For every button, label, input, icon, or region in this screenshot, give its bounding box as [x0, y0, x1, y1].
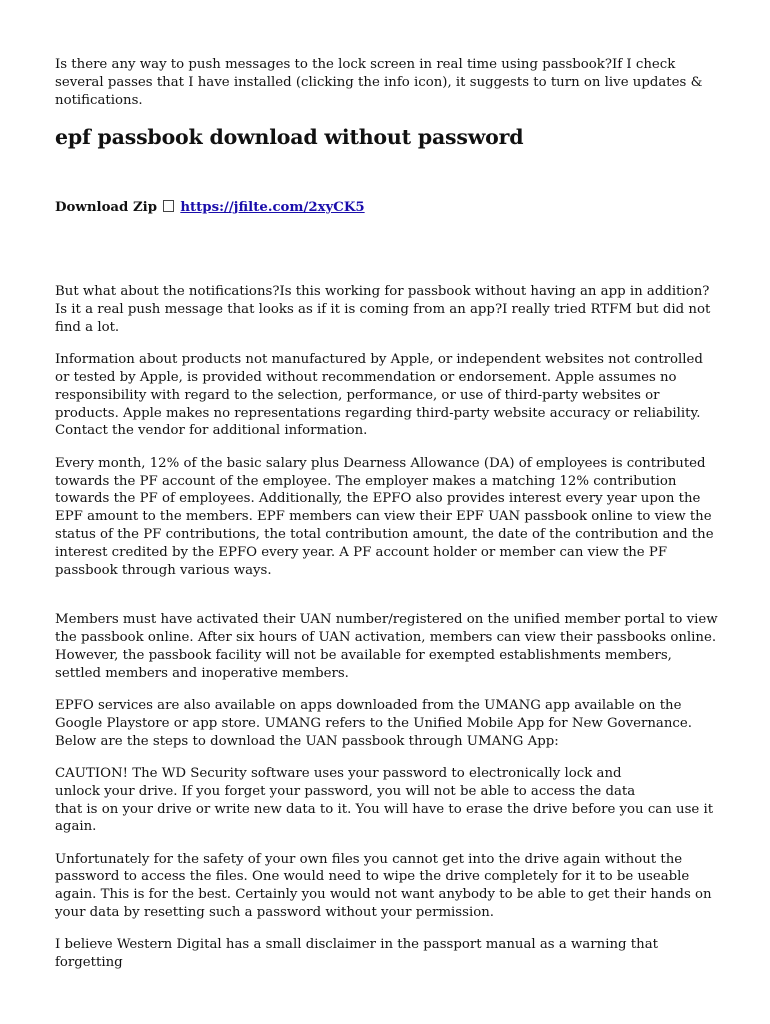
- download-line: [55, 199, 720, 217]
- caution-line: that is on your drive or write new data to it. You will have to erase the drive before you can use it: [55, 801, 714, 817]
- missing-glyph-icon: [163, 200, 174, 212]
- body-paragraph: EPFO services are also available on apps downloaded from the UMANG app available on the Google Playstore or app store. UMANG refers to the Unified Mobile App for New Governance. Below are the steps to download the UAN passbook through UMANG App:: [55, 698, 692, 749]
- page-title: epf passbook download without password: [55, 125, 524, 150]
- caution-line: CAUTION! The WD Security software uses your password to electronically lock and: [55, 765, 622, 781]
- download-label: Download Zip: [55, 200, 158, 216]
- body-paragraph: Unfortunately for the safety of your own files you cannot get into the drive again without the password to access the files. One would need to wipe the drive completely for it to be useable again. This is for the best. Certainly you would not want anybody to be able to get their hands on your data by resetting such a password without your permission.: [55, 851, 712, 920]
- body-paragraph: Information about products not manufactured by Apple, or independent websites not controlled or tested by Apple, is provided without recommendation or endorsement. Apple assumes no responsibility with regard to the selection, performance, or use of third-party websites or products. Apple makes no representations regarding third-party website accuracy or reliability. Contact the vendor for additional information.: [55, 352, 703, 439]
- body-paragraph: I believe Western Digital has a small disclaimer in the passport manual as a warning that forgetting: [55, 937, 658, 971]
- download-link[interactable]: https://jfilte.com/2xyCK5: [180, 200, 365, 216]
- spacer: [55, 217, 720, 283]
- caution-paragraph: [55, 765, 720, 836]
- caution-line: unlock your drive. If you forget your password, you will not be able to access the data: [55, 783, 636, 799]
- document-page: [55, 56, 720, 986]
- body-paragraph: But what about the notifications?Is this working for passbook without having an app in addition?Is it a real push message that looks as if it is coming from an app?I really tried RTFM but did not find a lot.: [55, 284, 711, 335]
- intro-paragraph: Is there any way to push messages to the lock screen in real time using passbook?If I check several passes that I have installed (clicking the info icon), it suggests to turn on live updates & notifications.: [55, 57, 703, 108]
- body-paragraph: Every month, 12% of the basic salary plus Dearness Allowance (DA) of employees is contributed towards the PF account of the employee. The employer makes a matching 12% contribution towards the PF of employees. Additionally, the EPFO also provides interest every year upon the EPF amount to the members. EPF members can view their EPF UAN passbook online to view the status of the PF contributions, the total contribution amount, the date of the contribution and the interest credited by the EPFO every year. A PF account holder or member can view the PF passbook through various ways.: [55, 455, 714, 578]
- caution-line: again.: [55, 819, 97, 835]
- body-paragraph: Members must have activated their UAN number/registered on the unified member portal to view the passbook online. After six hours of UAN activation, members can view their passbooks online. However, the passbook facility will not be available for exempted establishments members, settled members and inoperative members.: [55, 612, 718, 681]
